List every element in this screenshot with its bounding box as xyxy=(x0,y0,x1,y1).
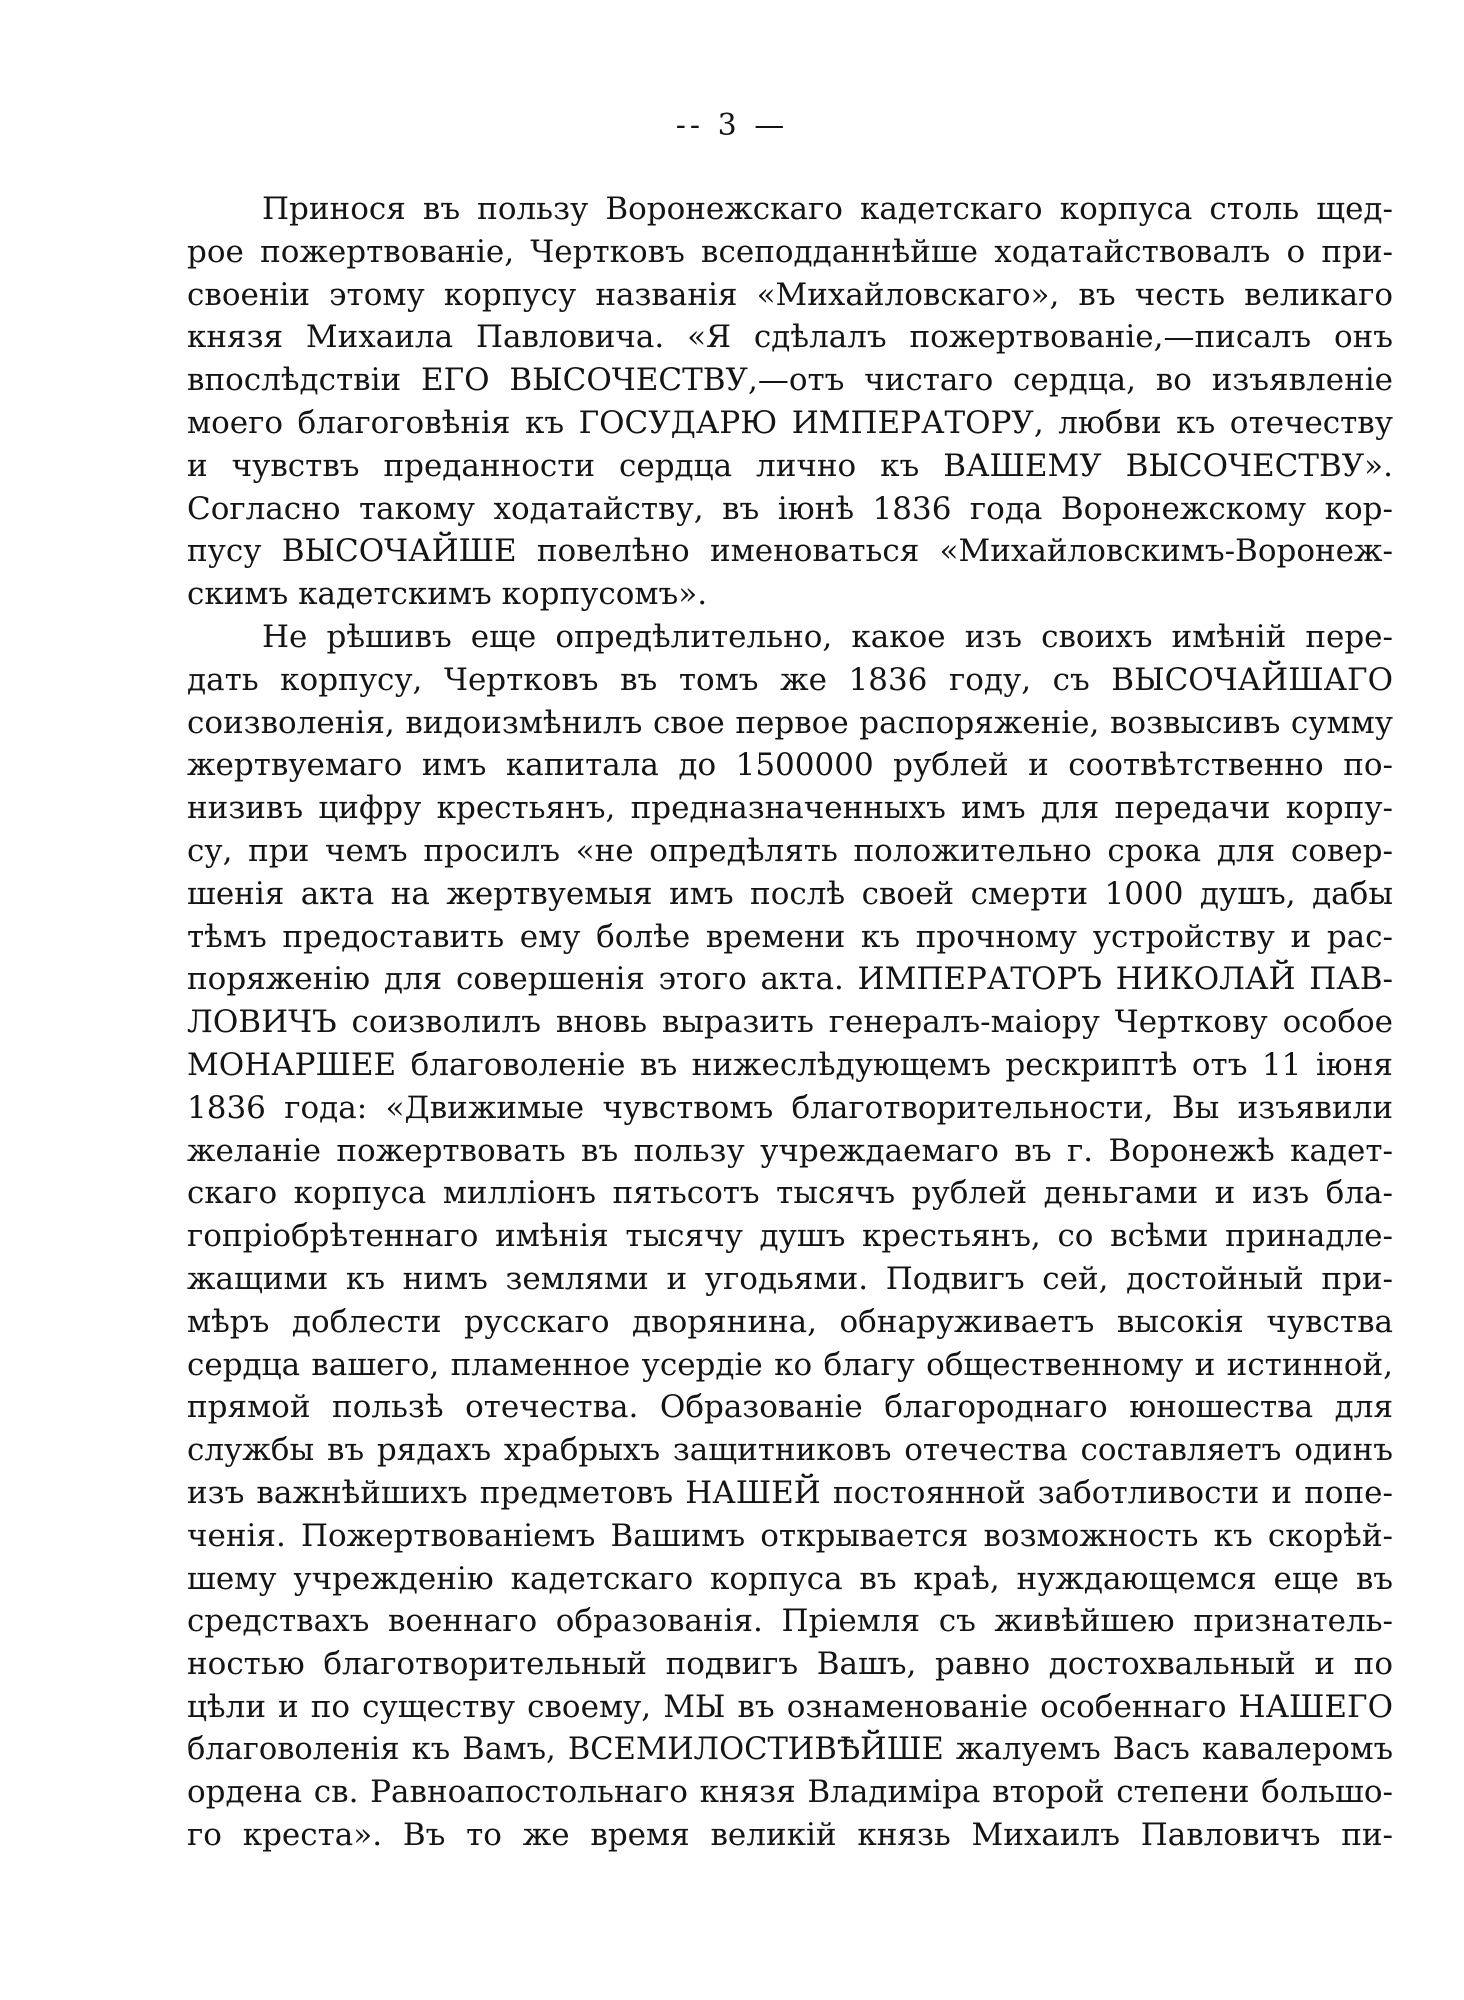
text-line: изъ важнѣйшихъ предметовъ НАШЕЙ постоянной заботливости и попе- xyxy=(187,1474,1393,1511)
text-line: су, при чемъ просилъ «не опредѣлять положительно срока для совер- xyxy=(187,832,1393,869)
text-line: благоволенія къ Вамъ, ВСЕМИЛОСТИВѢЙШЕ жалуемъ Васъ кавалеромъ xyxy=(187,1731,1393,1767)
text-line: желаніе пожертвовать въ пользу учреждаемаго въ г. Воронежѣ кадет- xyxy=(187,1132,1393,1169)
text-line: ЛОВИЧЪ соизволилъ вновь выразить генералъ-маіору Черткову особое xyxy=(187,1004,1393,1041)
text-line: 1836 года: «Движимые чувствомъ благотворительности, Вы изъявили xyxy=(187,1089,1393,1126)
text-line: скаго корпуса милліонъ пятьсотъ тысячъ рублей деньгами и изъ бла- xyxy=(187,1175,1393,1212)
text-line: пусу ВЫСОЧАЙШЕ повелѣно именоваться «Михайловскимъ-Воронеж- xyxy=(187,533,1393,570)
text-line: дать корпусу, Чертковъ въ томъ же 1836 году, съ ВЫСОЧАЙШАГО xyxy=(187,661,1393,698)
text-line: го креста». Въ то же время великій князь Михаилъ Павловичъ пи- xyxy=(187,1817,1393,1854)
body-text xyxy=(187,188,1393,1857)
text-line: цѣли и по существу своему, МЫ въ ознаменованіе особеннаго НАШЕГО xyxy=(187,1688,1393,1725)
text-line: мѣръ доблести русскаго дворянина, обнаруживаетъ высокія чувства xyxy=(187,1303,1393,1340)
text-line: Принося въ пользу Воронежскаго кадетскаго корпуса столь щед- xyxy=(262,191,1393,227)
text-line: ордена св. Равноапостольнаго князя Владиміра второй степени большо- xyxy=(187,1774,1393,1811)
text-line: ченія. Пожертвованіемъ Вашимъ открывается возможность къ скорѣй- xyxy=(187,1517,1393,1554)
text-line: гопріобрѣтеннаго имѣнія тысячу душъ крестьянъ, со всѣми принадле- xyxy=(187,1218,1393,1255)
text-line: жащими къ нимъ землями и угодьями. Подвигъ сей, достойный при- xyxy=(187,1260,1393,1297)
text-line: службы въ рядахъ храбрыхъ защитниковъ отечества составляетъ одинъ xyxy=(187,1432,1393,1469)
text-line: Согласно такому ходатайству, въ іюнѣ 1836 года Воронежскому кор- xyxy=(187,490,1393,527)
text-line: своеніи этому корпусу названія «Михайловскаго», въ честь великаго xyxy=(187,276,1393,313)
text-line: рое пожертвованіе, Чертковъ всеподданнѣйше ходатайствовалъ о при- xyxy=(187,233,1393,270)
page-number: -- 3 — xyxy=(675,108,789,143)
text-line: моего благоговѣнія къ ГОСУДАРЮ ИМПЕРАТОРУ, любви къ отечеству xyxy=(187,404,1393,441)
text-line: шему учрежденію кадетскаго корпуса въ краѣ, нуждающемся еще въ xyxy=(187,1560,1393,1597)
text-line: соизволенія, видоизмѣнилъ свое первое распоряженіе, возвысивъ сумму xyxy=(187,704,1393,741)
text-line: ностью благотворительный подвигъ Вашъ, равно достохвальный и по xyxy=(187,1646,1393,1683)
text-line: Не рѣшивъ еще опредѣлительно, какое изъ своихъ имѣній пере- xyxy=(262,618,1393,655)
text-line: жертвуемаго имъ капитала до 1500000 рублей и соотвѣтственно по- xyxy=(187,747,1393,784)
text-line: поряженію для совершенія этого акта. ИМПЕРАТОРЪ НИКОЛАЙ ПАВ- xyxy=(187,961,1393,998)
text-line: и чувствъ преданности сердца лично къ ВАШЕМУ ВЫСОЧЕСТВУ». xyxy=(187,447,1393,484)
text-line: шенія акта на жертвуемыя имъ послѣ своей смерти 1000 душъ, дабы xyxy=(187,875,1393,912)
text-line: низивъ цифру крестьянъ, предназначенныхъ имъ для передачи корпу- xyxy=(187,790,1393,827)
text-line: прямой пользѣ отечества. Образованіе благороднаго юношества для xyxy=(187,1389,1393,1426)
text-line: впослѣдствіи ЕГО ВЫСОЧЕСТВУ,—отъ чистаго сердца, во изъявленіе xyxy=(187,362,1393,399)
text-line: тѣмъ предоставить ему болѣе времени къ прочному устройству и рас- xyxy=(187,918,1393,955)
text-line: сердца вашего, пламенное усердіе ко благу общественному и истинной, xyxy=(187,1346,1393,1383)
text-line: МОНАРШЕЕ благоволеніе въ нижеслѣдующемъ рескриптѣ отъ 11 іюня xyxy=(187,1046,1393,1083)
text-line: средствахъ военнаго образованія. Пріемля съ живѣйшею признатель- xyxy=(187,1603,1393,1640)
text-line: князя Михаила Павловича. «Я сдѣлалъ пожертвованіе,—писалъ онъ xyxy=(187,319,1393,356)
text-line: скимъ кадетскимъ корпусомъ». xyxy=(187,576,708,613)
